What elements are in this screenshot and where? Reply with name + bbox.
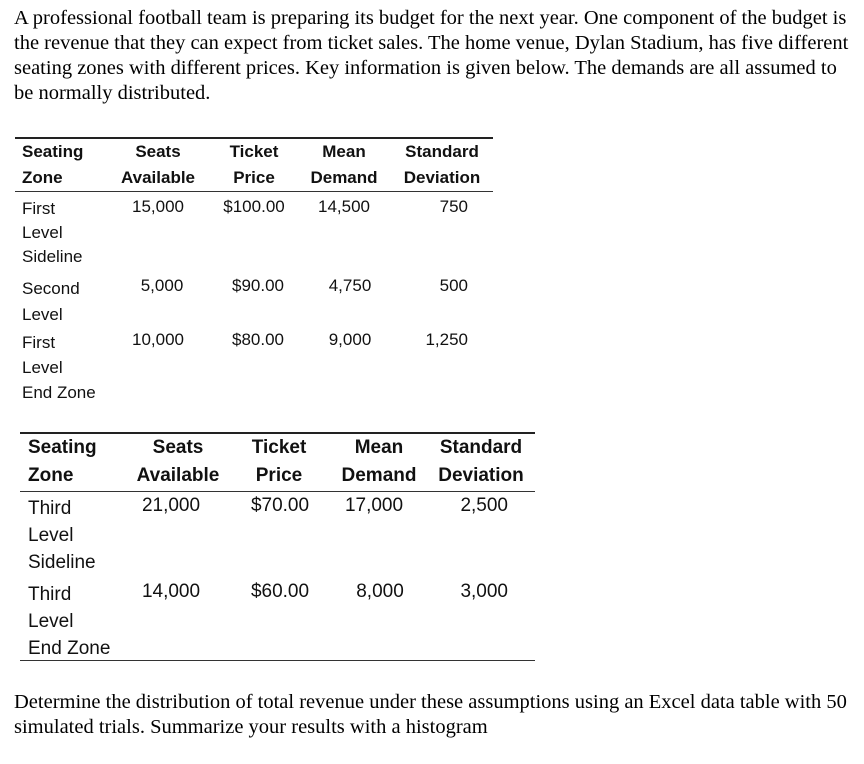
header-ticket: Ticket [229, 142, 279, 161]
table-row-seats: 10,000 [132, 330, 184, 349]
table-row-price: $100.00 [223, 197, 285, 216]
table-row-seats: 5,000 [140, 276, 184, 295]
header-demand: Demand [341, 465, 417, 486]
header-mean: Mean [322, 142, 366, 161]
table-top-rule [15, 137, 493, 139]
table-row-price: $80.00 [232, 330, 284, 349]
table-row-seats: 14,000 [141, 581, 201, 602]
table-row-zone: First Level Sideline [22, 199, 83, 266]
table-row-sd: 2,500 [460, 495, 508, 516]
header-zone: Zone [28, 465, 74, 486]
table-row-price: $90.00 [232, 276, 284, 295]
table-row-price: $60.00 [250, 581, 310, 602]
header-price: Price [233, 168, 275, 187]
header-available: Available [136, 465, 220, 486]
table-row-sd: 3,000 [460, 581, 508, 602]
table-row-demand: 14,500 [318, 197, 370, 216]
table-row-zone: Third Level End Zone [28, 584, 111, 659]
header-seats: Seats [135, 142, 181, 161]
table-row-sd: 1,250 [425, 330, 468, 349]
header-price: Price [255, 465, 303, 486]
table-row-zone: Second Level [22, 279, 80, 324]
problem-task-text: Determine the distribution of total revenue under these assumptions using an Excel data table with 50 simulated trials. Summarize your results with a histogram [14, 691, 847, 738]
header-mean: Mean [354, 437, 404, 458]
table-row-demand: 4,750 [328, 276, 372, 295]
table-row-demand: 8,000 [356, 581, 404, 602]
header-seats: Seats [152, 437, 204, 458]
header-zone: Zone [22, 168, 63, 187]
table-row-zone: First Level End Zone [22, 333, 96, 402]
table-row-demand: 17,000 [344, 495, 404, 516]
table-top-rule [20, 432, 535, 434]
header-seating: Seating [22, 142, 84, 161]
header-standard: Standard [439, 437, 523, 458]
seating-table-1 [15, 135, 493, 405]
header-standard: Standard [405, 142, 479, 161]
table-row-price: $70.00 [250, 495, 310, 516]
header-deviation: Deviation [438, 465, 524, 486]
header-demand: Demand [310, 168, 378, 187]
table-row-zone: Third Level Sideline [28, 498, 96, 573]
header-seating: Seating [28, 437, 97, 458]
table-row-sd: 750 [439, 197, 468, 216]
header-rule [15, 191, 493, 192]
table-row-seats: 21,000 [141, 495, 201, 516]
header-ticket: Ticket [251, 437, 307, 458]
header-rule [20, 491, 535, 492]
problem-intro-text: A professional football team is preparing its budget for the next year. One component of the budget is the revenue that they can expect from ticket sales. The home venue, Dylan Stadium, has five different seating zones with different prices. Key information is given below. The demands are all assumed to be normally distributed. [14, 7, 849, 104]
header-available: Available [120, 168, 196, 187]
seating-table-2 [20, 432, 535, 664]
header-deviation: Deviation [403, 168, 481, 187]
table-row-demand: 9,000 [328, 330, 372, 349]
table-row-sd: 500 [439, 276, 468, 295]
table-bottom-rule [20, 660, 535, 661]
table-row-seats: 15,000 [132, 197, 184, 216]
